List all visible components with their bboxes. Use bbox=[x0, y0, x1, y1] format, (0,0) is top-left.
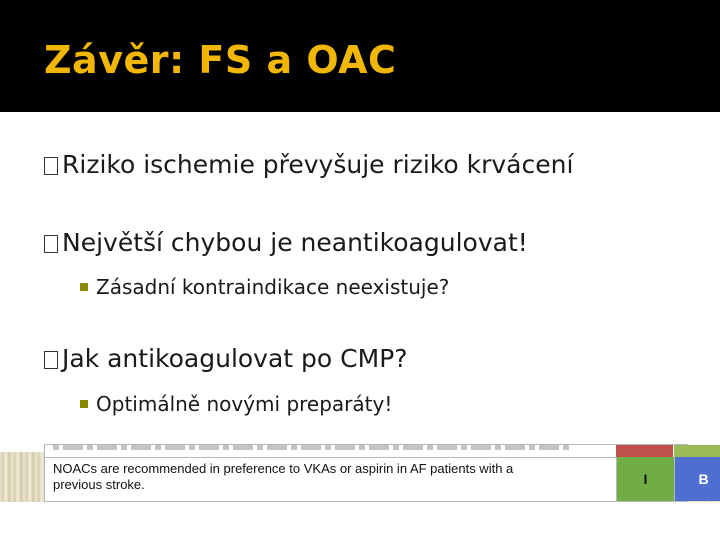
bullet-box-icon bbox=[44, 351, 58, 369]
bullet-biggest-mistake bbox=[44, 228, 528, 257]
cropped-text-fragment bbox=[53, 445, 573, 450]
recommendation-class: I bbox=[616, 457, 674, 501]
bullet-text: Největší chybou je neantikoagulovat! bbox=[62, 228, 528, 257]
bullet-box-icon bbox=[44, 157, 58, 175]
sub-bullet-contraindication bbox=[80, 275, 449, 299]
bullet-after-stroke bbox=[44, 344, 408, 373]
sub-bullet-text: Zásadní kontraindikace neexistuje? bbox=[96, 275, 450, 299]
sub-bullet-text: Optimálně novými preparáty! bbox=[96, 392, 393, 416]
cropped-class-cell bbox=[616, 445, 673, 457]
bullet-text: Riziko ischemie převyšuje riziko krvácení bbox=[62, 150, 574, 179]
bullet-box-icon bbox=[44, 235, 58, 253]
sub-bullet-new-drugs bbox=[80, 392, 392, 416]
title-bar bbox=[0, 0, 720, 112]
bullet-text: Jak antikoagulovat po CMP? bbox=[62, 344, 408, 373]
recommendation-table bbox=[44, 444, 709, 502]
bullet-ischemia-risk bbox=[44, 150, 573, 179]
cropped-row bbox=[45, 445, 687, 458]
evidence-level: B bbox=[674, 457, 720, 501]
cropped-level-cell bbox=[674, 445, 720, 457]
square-bullet-icon bbox=[80, 283, 88, 291]
square-bullet-icon bbox=[80, 400, 88, 408]
slide-title: Závěr: FS a OAC bbox=[44, 38, 397, 82]
recommendation-text: NOACs are recommended in preference to VKAs or aspirin in AF patients with a previous stroke. bbox=[53, 461, 514, 492]
